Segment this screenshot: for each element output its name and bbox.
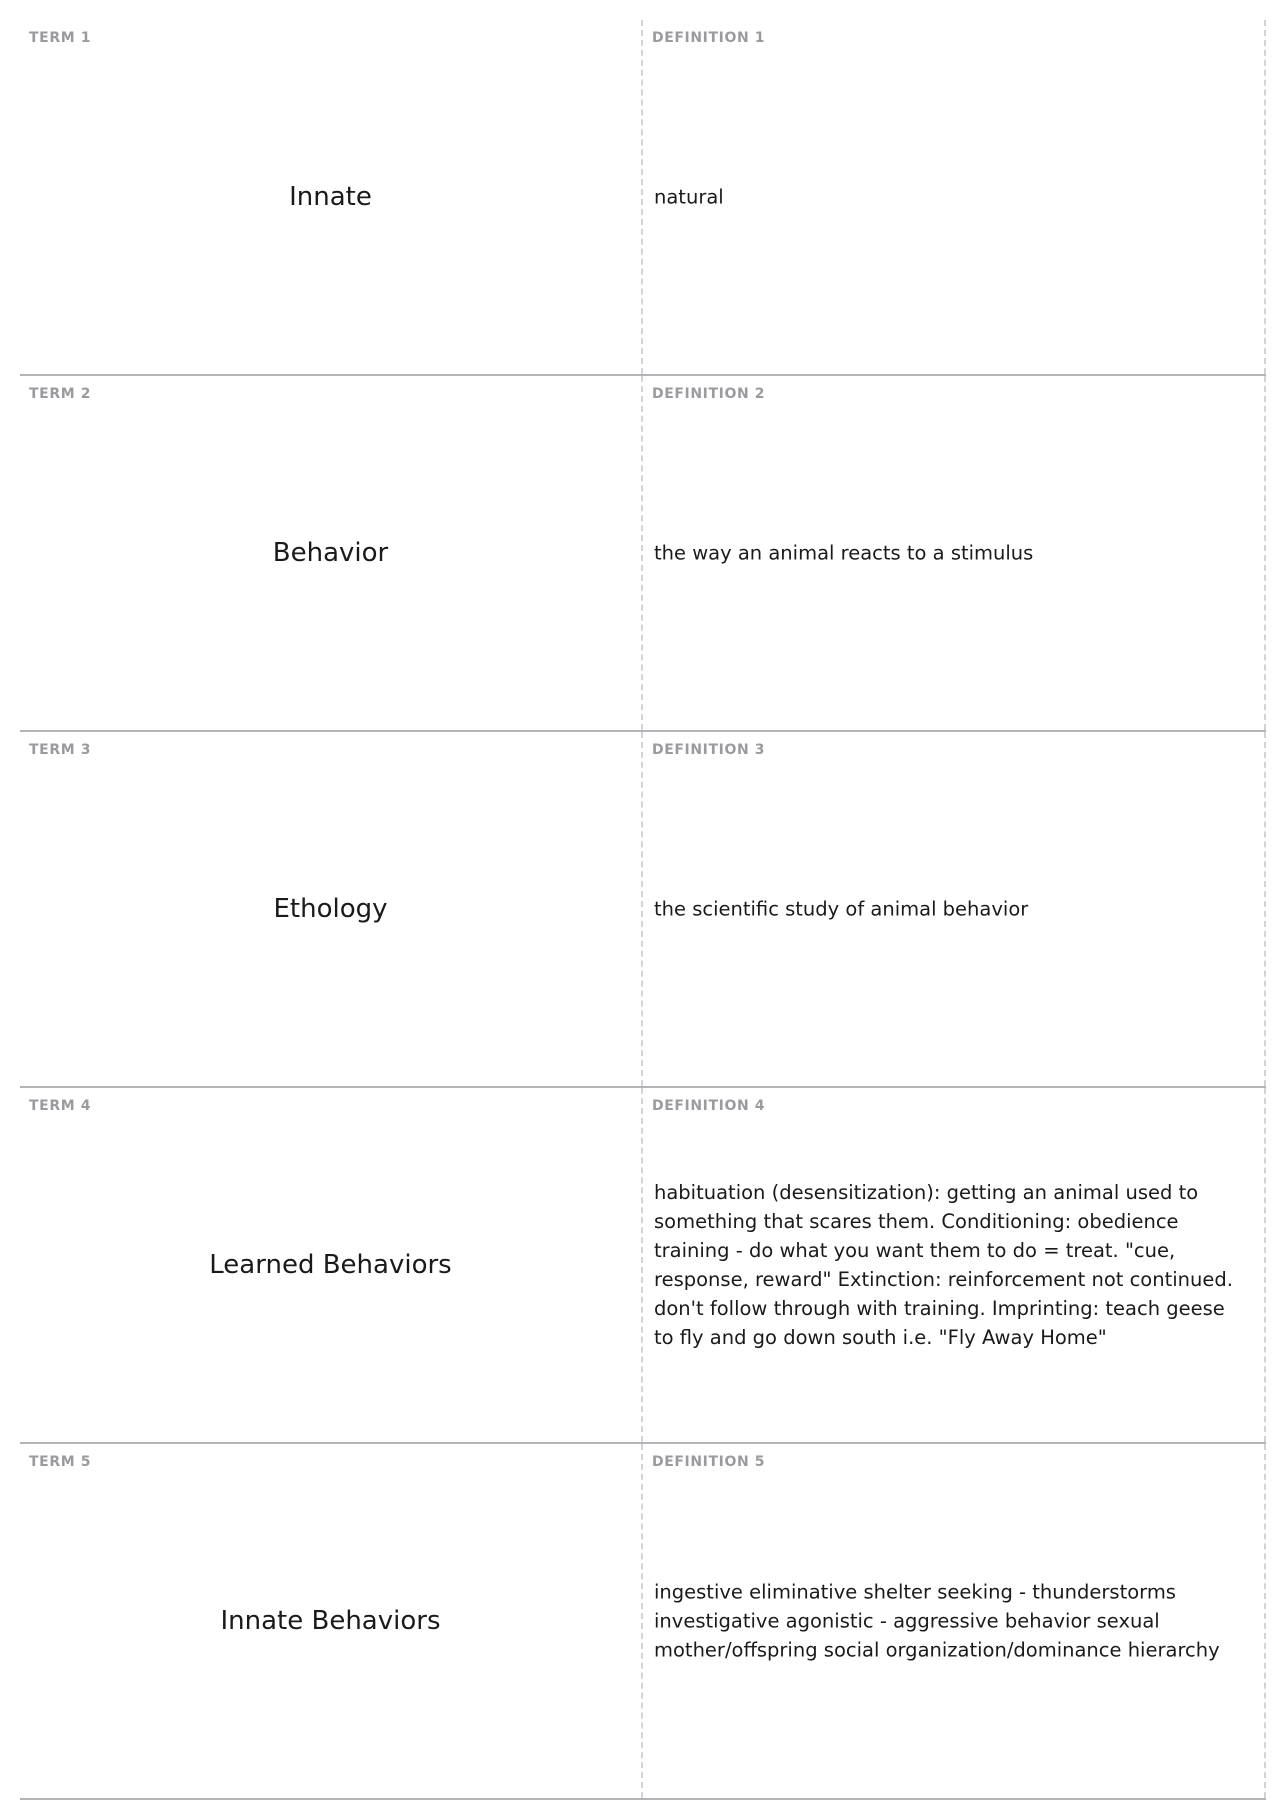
flashcard-row xyxy=(20,376,1266,732)
definition-cell xyxy=(643,1088,1266,1442)
flashcard-row xyxy=(20,1088,1266,1444)
term-text: Innate Behaviors xyxy=(220,1606,441,1636)
definition-text: ingestive eliminative shelter seeking - thunderstorms investigative agonistic - aggressive behavior sexual mother/offspring social organization/dominance hierarchy xyxy=(654,1580,1220,1662)
definition-label: DEFINITION 3 xyxy=(652,742,766,758)
term-cell xyxy=(20,1088,643,1442)
term-cell xyxy=(20,376,643,730)
definition-cell xyxy=(643,20,1266,374)
term-label: TERM 3 xyxy=(29,742,92,758)
term-cell xyxy=(20,732,643,1086)
term-text: Learned Behaviors xyxy=(209,1250,452,1280)
definition-cell xyxy=(643,1444,1266,1798)
term-label: TERM 1 xyxy=(29,30,92,46)
definition-label: DEFINITION 4 xyxy=(652,1098,766,1114)
term-label: TERM 5 xyxy=(29,1454,92,1470)
term-text: Behavior xyxy=(272,538,389,568)
flashcard-row xyxy=(20,1444,1266,1800)
definition-text: the scientific study of animal behavior xyxy=(654,897,1029,921)
definition-label: DEFINITION 2 xyxy=(652,386,766,402)
term-cell xyxy=(20,1444,643,1798)
definition-text: natural xyxy=(654,185,724,209)
definition-label: DEFINITION 1 xyxy=(652,30,766,46)
flashcard-sheet xyxy=(20,20,1266,1800)
definition-text: habituation (desensitization): getting an animal used to something that scares them. Conditioning: obedience training - do what you want them to do = treat. "cue, response, reward" Extinction: reinforcement not continued. don't follow through with training. Imprinting: teach geese to fly and go down south i.e. "Fly Away Home" xyxy=(654,1181,1233,1349)
definition-label: DEFINITION 5 xyxy=(652,1454,766,1470)
flashcard-row xyxy=(20,20,1266,376)
flashcard-row xyxy=(20,732,1266,1088)
term-text: Ethology xyxy=(273,894,388,924)
definition-cell xyxy=(643,732,1266,1086)
term-text: Innate xyxy=(289,182,372,212)
term-cell xyxy=(20,20,643,374)
definition-text: the way an animal reacts to a stimulus xyxy=(654,541,1034,565)
definition-cell xyxy=(643,376,1266,730)
term-label: TERM 2 xyxy=(29,386,92,402)
term-label: TERM 4 xyxy=(29,1098,92,1114)
